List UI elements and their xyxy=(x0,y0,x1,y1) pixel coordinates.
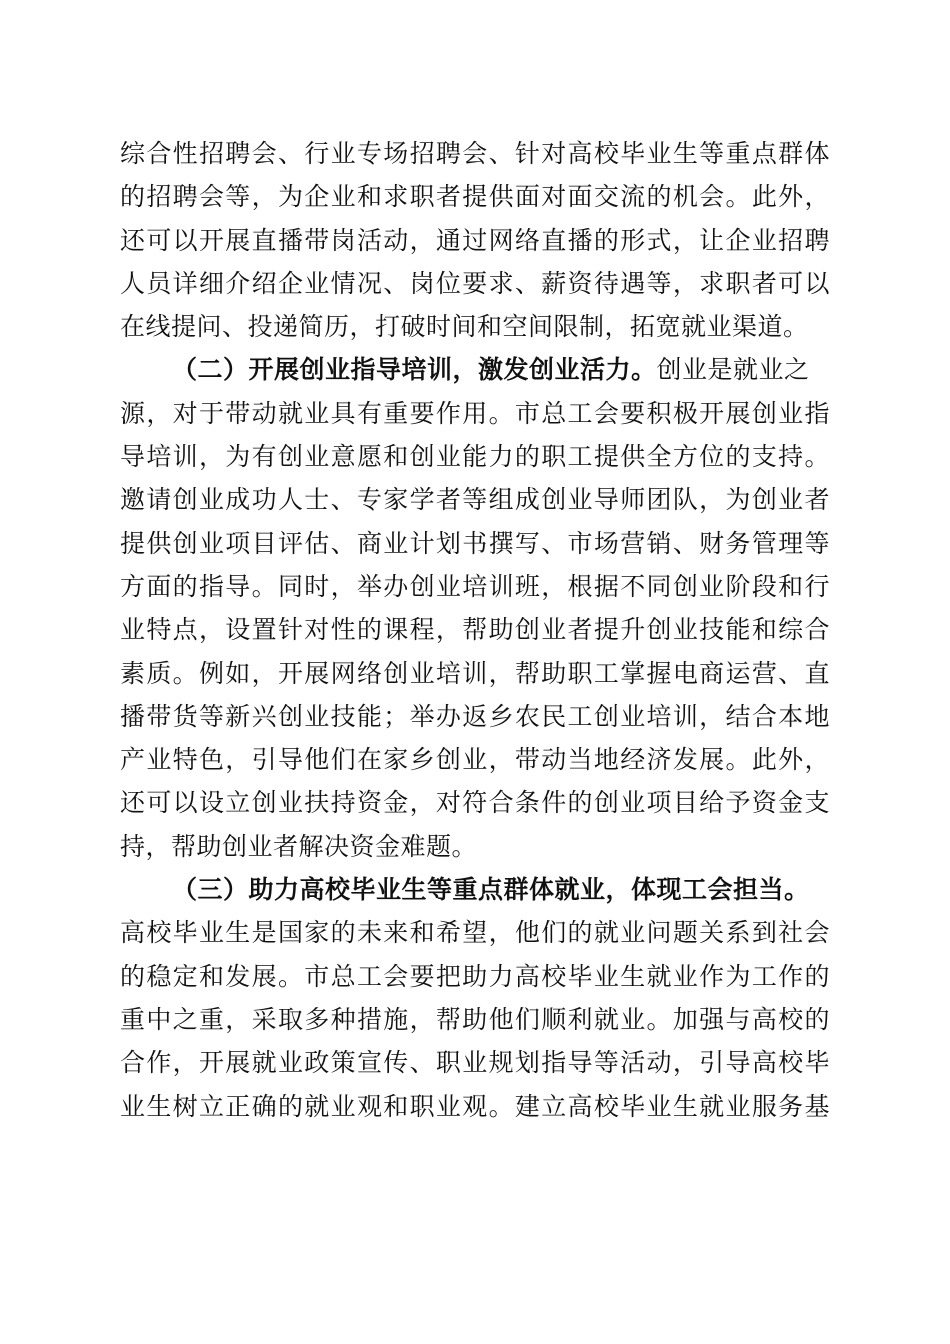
paragraph-line: 邀请创业成功人士、专家学者等组成创业导师团队，为创业者 xyxy=(120,485,830,515)
section-heading-3: （三）助力高校毕业生等重点群体就业，体现工会担当。 xyxy=(172,875,810,905)
paragraph-line: 导培训，为有创业意愿和创业能力的职工提供全方位的支持。 xyxy=(120,442,830,472)
paragraph-line: 持，帮助创业者解决资金难题。 xyxy=(120,831,478,861)
paragraph-line: 在线提问、投递简历，打破时间和空间限制，拓宽就业渠道。 xyxy=(120,312,809,342)
paragraph-line: 播带货等新兴创业技能；举办返乡农民工创业培训，结合本地 xyxy=(120,701,830,731)
paragraph-line: 还可以开展直播带岗活动，通过网络直播的形式，让企业招聘 xyxy=(120,225,830,255)
body-text xyxy=(120,132,830,1128)
paragraph-line: 重中之重，采取多种措施，帮助他们顺利就业。加强与高校的 xyxy=(120,1004,830,1034)
paragraph-line: 业特点，设置针对性的课程，帮助创业者提升创业技能和综合 xyxy=(120,615,830,645)
paragraph-line: 源，对于带动就业具有重要作用。市总工会要积极开展创业指 xyxy=(120,398,830,428)
section-heading-line xyxy=(120,348,830,391)
paragraph-line: 业生树立正确的就业观和职业观。建立高校毕业生就业服务基 xyxy=(120,1091,830,1121)
paragraph-line: 合作，开展就业政策宣传、职业规划指导等活动，引导高校毕 xyxy=(120,1048,830,1078)
paragraph-line: 的招聘会等，为企业和求职者提供面对面交流的机会。此外， xyxy=(120,182,830,212)
section-heading-2: （二）开展创业指导培训，激发创业活力。 xyxy=(172,355,657,385)
paragraph-line: 方面的指导。同时，举办创业培训班，根据不同创业阶段和行 xyxy=(120,571,830,601)
paragraph-line: 还可以设立创业扶持资金，对符合条件的创业项目给予资金支 xyxy=(120,788,830,818)
paragraph-line: 素质。例如，开展网络创业培训，帮助职工掌握电商运营、直 xyxy=(120,658,830,688)
paragraph-line: 综合性招聘会、行业专场招聘会、针对高校毕业生等重点群体 xyxy=(120,139,830,168)
paragraph-line: 产业特色，引导他们在家乡创业，带动当地经济发展。此外， xyxy=(120,745,830,775)
heading-line-rest: 创业是就业之 xyxy=(656,355,810,385)
paragraph-line: 高校毕业生是国家的未来和希望，他们的就业问题关系到社会 xyxy=(120,918,830,948)
paragraph-line: 人员详细介绍企业情况、岗位要求、薪资待遇等，求职者可以 xyxy=(120,268,830,298)
paragraph-line: 的稳定和发展。市总工会要把助力高校毕业生就业作为工作的 xyxy=(120,961,830,991)
paragraph-line: 提供创业项目评估、商业计划书撰写、市场营销、财务管理等 xyxy=(120,528,830,558)
